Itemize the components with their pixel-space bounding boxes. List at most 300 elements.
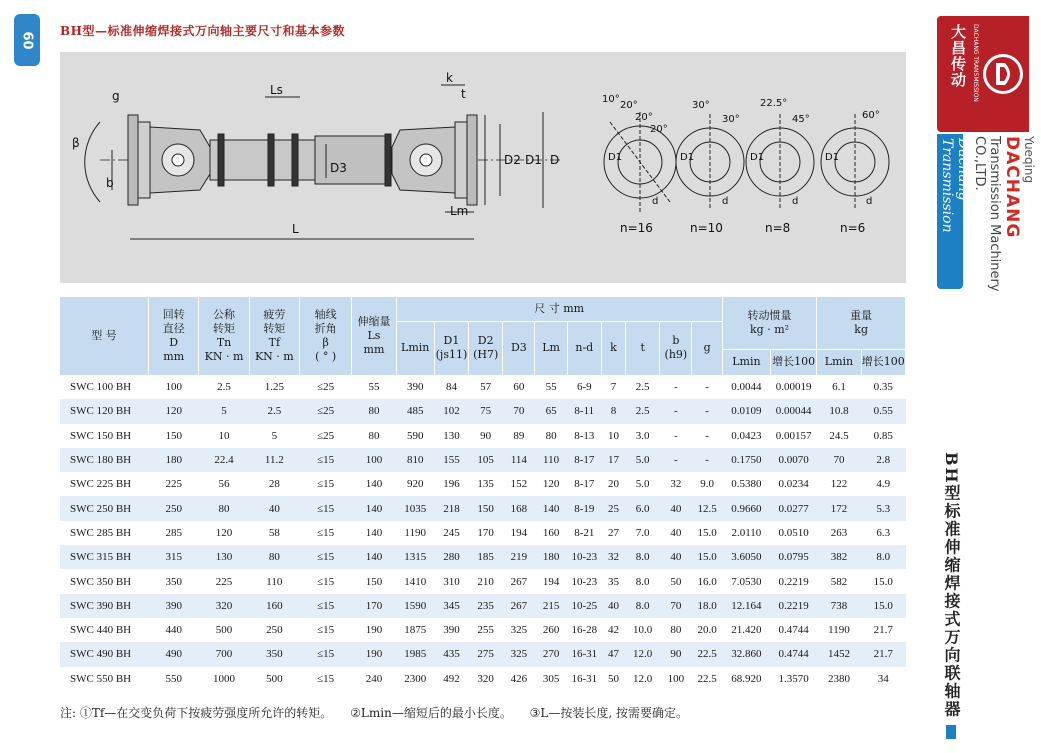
table-cell: 350 xyxy=(249,642,299,666)
th-fatigue: 疲劳 转矩 Tf KN · m xyxy=(249,297,299,375)
table-cell: 0.85 xyxy=(861,424,905,448)
table-cell: 8-17 xyxy=(567,472,601,496)
table-cell: 8.0 xyxy=(626,545,660,569)
table-cell: 21.7 xyxy=(861,618,905,642)
table-cell: 210 xyxy=(469,569,503,593)
table-cell: 170 xyxy=(352,594,396,618)
table-cell: 0.2219 xyxy=(771,594,817,618)
model-cell: SWC 100 BH xyxy=(60,375,149,399)
table-cell: 150 xyxy=(149,424,199,448)
table-cell: 0.00157 xyxy=(771,424,817,448)
table-cell: 4.9 xyxy=(861,472,905,496)
table-cell: - xyxy=(692,375,722,399)
label-d2: D2 xyxy=(504,153,521,167)
flange-n8-angle-0: 22.5° xyxy=(760,98,788,109)
table-cell: 65 xyxy=(535,399,567,423)
table-cell: 345 xyxy=(434,594,468,618)
table-cell: 235 xyxy=(469,594,503,618)
table-cell: 40 xyxy=(601,594,625,618)
label-d3: D3 xyxy=(330,161,347,175)
table-cell: 2.5 xyxy=(199,375,249,399)
table-cell: 390 xyxy=(149,594,199,618)
table-cell: 0.0510 xyxy=(771,521,817,545)
table-cell: 5 xyxy=(199,399,249,423)
model-cell: SWC 390 BH xyxy=(60,594,149,618)
model-cell: SWC 150 BH xyxy=(60,424,149,448)
table-cell: 1190 xyxy=(817,618,861,642)
table-cell: 1.25 xyxy=(249,375,299,399)
table-cell: 40 xyxy=(249,496,299,520)
table-row xyxy=(60,399,906,423)
table-cell: 47 xyxy=(601,642,625,666)
table-cell: 170 xyxy=(469,521,503,545)
flange-n8-d1: D1 xyxy=(750,152,765,163)
flange-n8-d: d xyxy=(792,196,799,207)
table-cell: ≤15 xyxy=(300,448,352,472)
model-cell: SWC 315 BH xyxy=(60,545,149,569)
table-cell: 320 xyxy=(199,594,249,618)
table-cell: 8-19 xyxy=(567,496,601,520)
flange-n10-d: d xyxy=(722,196,729,207)
table-cell: 80 xyxy=(249,545,299,569)
model-cell: SWC 440 BH xyxy=(60,618,149,642)
table-cell: 490 xyxy=(149,642,199,666)
table-cell: 160 xyxy=(249,594,299,618)
table-cell: 240 xyxy=(352,667,396,691)
table-cell: 0.0070 xyxy=(771,448,817,472)
table-cell: 310 xyxy=(434,569,468,593)
table-cell: 10.8 xyxy=(817,399,861,423)
table-cell: 190 xyxy=(352,618,396,642)
table-cell: 6.1 xyxy=(817,375,861,399)
table-cell: 7.0 xyxy=(626,521,660,545)
flange-n6-d1: D1 xyxy=(825,152,840,163)
page-title: BH型—标准伸缩焊接式万向轴主要尺寸和基本参数 xyxy=(60,24,345,38)
table-cell: 0.4744 xyxy=(771,642,817,666)
model-cell: SWC 350 BH xyxy=(60,569,149,593)
table-row xyxy=(60,424,906,448)
company-line2: CO.,LTD. xyxy=(972,136,987,191)
table-cell: 150 xyxy=(352,569,396,593)
table-cell: 140 xyxy=(352,496,396,520)
table-cell: 15.0 xyxy=(692,521,722,545)
table-cell: 5.3 xyxy=(861,496,905,520)
th-b: b (h9) xyxy=(660,321,692,375)
table-cell: 105 xyxy=(469,448,503,472)
model-cell: SWC 550 BH xyxy=(60,667,149,691)
table-cell: 15.0 xyxy=(692,545,722,569)
table-cell: 28 xyxy=(249,472,299,496)
table-cell: 130 xyxy=(199,545,249,569)
model-cell: SWC 180 BH xyxy=(60,448,149,472)
brand-logo-cn: 大昌传动 xyxy=(949,24,967,88)
th-lmin: Lmin xyxy=(396,321,434,375)
table-cell: 2.5 xyxy=(249,399,299,423)
table-cell: 89 xyxy=(503,424,535,448)
table-cell: 0.0044 xyxy=(722,375,770,399)
table-cell: 275 xyxy=(469,642,503,666)
table-cell: 1190 xyxy=(396,521,434,545)
table-row xyxy=(60,375,906,399)
table-cell: 245 xyxy=(434,521,468,545)
footnote xyxy=(60,704,702,721)
table-cell: 2.8 xyxy=(861,448,905,472)
flange-n6-angle-0: 60° xyxy=(862,110,880,121)
table-cell: 1985 xyxy=(396,642,434,666)
table-cell: 25 xyxy=(601,496,625,520)
table-cell: 9.0 xyxy=(692,472,722,496)
table-cell: 426 xyxy=(503,667,535,691)
table-cell: 75 xyxy=(469,399,503,423)
label-k: k xyxy=(446,71,453,85)
table-cell: 550 xyxy=(149,667,199,691)
table-cell: 70 xyxy=(660,594,692,618)
flange-n16-angle-1: 20° xyxy=(620,100,638,111)
table-cell: 150 xyxy=(469,496,503,520)
table-cell: 7 xyxy=(601,375,625,399)
table-row xyxy=(60,569,906,593)
table-cell: 196 xyxy=(434,472,468,496)
table-cell: 225 xyxy=(199,569,249,593)
table-cell: 0.55 xyxy=(861,399,905,423)
table-cell: 57 xyxy=(469,375,503,399)
table-cell: 285 xyxy=(149,521,199,545)
brand-logo-pinyin: DACHANG TRANSMISSION xyxy=(972,24,979,102)
table-cell: 700 xyxy=(199,642,249,666)
table-cell: 225 xyxy=(149,472,199,496)
table-cell: 120 xyxy=(199,521,249,545)
table-cell: 12.164 xyxy=(722,594,770,618)
table-cell: ≤15 xyxy=(300,642,352,666)
table-cell: 100 xyxy=(660,667,692,691)
table-cell: 263 xyxy=(817,521,861,545)
table-cell: 920 xyxy=(396,472,434,496)
table-cell: 120 xyxy=(149,399,199,423)
table-cell: 12.0 xyxy=(626,642,660,666)
table-cell: 390 xyxy=(434,618,468,642)
th-lm: Lm xyxy=(535,321,567,375)
table-cell: 21.7 xyxy=(861,642,905,666)
table-cell: 0.0277 xyxy=(771,496,817,520)
table-cell: 140 xyxy=(352,521,396,545)
flange-n10-angle-0: 30° xyxy=(692,100,710,111)
table-cell: 267 xyxy=(503,594,535,618)
side-title-text: BH型标准伸缩焊接式万向联轴器 xyxy=(942,452,961,719)
th-telescopic: 伸缩量 Ls mm xyxy=(352,297,396,375)
table-cell: 15.0 xyxy=(861,569,905,593)
table-cell: 190 xyxy=(352,642,396,666)
table-cell: 267 xyxy=(503,569,535,593)
table-cell: 7.0530 xyxy=(722,569,770,593)
table-cell: 1452 xyxy=(817,642,861,666)
flange-n16-d: d xyxy=(652,196,659,207)
table-cell: 435 xyxy=(434,642,468,666)
th-inertia-lmin: Lmin xyxy=(722,349,770,375)
table-cell: 350 xyxy=(149,569,199,593)
th-weight-lmin: Lmin xyxy=(817,349,861,375)
table-cell: 3.6050 xyxy=(722,545,770,569)
table-cell: 90 xyxy=(469,424,503,448)
table-cell: 172 xyxy=(817,496,861,520)
table-cell: 60 xyxy=(503,375,535,399)
table-cell: 22.5 xyxy=(692,667,722,691)
table-cell: 8 xyxy=(601,399,625,423)
table-cell: 6.3 xyxy=(861,521,905,545)
table-cell: 24.5 xyxy=(817,424,861,448)
table-cell: 80 xyxy=(660,618,692,642)
th-model: 型 号 xyxy=(60,297,149,375)
table-row xyxy=(60,545,906,569)
table-cell: 382 xyxy=(817,545,861,569)
table-cell: 390 xyxy=(396,375,434,399)
table-cell: 32 xyxy=(660,472,692,496)
table-cell: 80 xyxy=(199,496,249,520)
table-cell: 1590 xyxy=(396,594,434,618)
technical-drawing xyxy=(60,52,906,283)
table-cell: - xyxy=(660,399,692,423)
table-cell: 55 xyxy=(352,375,396,399)
table-cell: 0.0109 xyxy=(722,399,770,423)
table-cell: 194 xyxy=(503,521,535,545)
table-cell: 500 xyxy=(249,667,299,691)
th-torque: 公称 转矩 Tn KN · m xyxy=(199,297,249,375)
table-cell: 5 xyxy=(249,424,299,448)
company-name-block xyxy=(972,136,1036,292)
table-row xyxy=(60,642,906,666)
label-l: L xyxy=(292,222,299,236)
table-cell: 122 xyxy=(817,472,861,496)
table-cell: 738 xyxy=(817,594,861,618)
table-row xyxy=(60,667,906,691)
table-cell: 12.0 xyxy=(626,667,660,691)
table-cell: 2.5 xyxy=(626,399,660,423)
footnote-3: ③L—按装长度, 按需要确定。 xyxy=(529,706,689,720)
table-cell: 0.0795 xyxy=(771,545,817,569)
table-cell: 160 xyxy=(535,521,567,545)
table-cell: 500 xyxy=(199,618,249,642)
table-cell: 16-28 xyxy=(567,618,601,642)
table-cell: 0.0423 xyxy=(722,424,770,448)
table-cell: 100 xyxy=(149,375,199,399)
spec-table-body xyxy=(60,375,906,691)
table-cell: - xyxy=(660,375,692,399)
table-cell: 8-17 xyxy=(567,448,601,472)
model-cell: SWC 250 BH xyxy=(60,496,149,520)
page-number-tab xyxy=(14,14,40,66)
table-cell: 1000 xyxy=(199,667,249,691)
table-cell: 40 xyxy=(660,521,692,545)
label-d: D xyxy=(550,153,560,167)
model-cell: SWC 120 BH xyxy=(60,399,149,423)
table-cell: 250 xyxy=(149,496,199,520)
table-cell: 120 xyxy=(535,472,567,496)
table-cell: ≤15 xyxy=(300,521,352,545)
flange-n16-d1: D1 xyxy=(608,152,623,163)
table-cell: 10-23 xyxy=(567,545,601,569)
table-cell: 260 xyxy=(535,618,567,642)
table-cell: 110 xyxy=(249,569,299,593)
label-g: g xyxy=(112,89,120,103)
flange-n16-angle-3: 20° xyxy=(650,124,668,135)
flange-n10-d1: D1 xyxy=(680,152,695,163)
table-cell: ≤15 xyxy=(300,545,352,569)
table-cell: 2.0110 xyxy=(722,521,770,545)
table-cell: 22.4 xyxy=(199,448,249,472)
table-cell: 270 xyxy=(535,642,567,666)
company-line1: Transmission Machinery xyxy=(987,136,1002,292)
model-cell: SWC 225 BH xyxy=(60,472,149,496)
th-d3: D3 xyxy=(503,321,535,375)
table-cell: 5.0 xyxy=(626,448,660,472)
flange-n6-d: d xyxy=(866,196,873,207)
footnote-2: ②Lmin—缩短后的最小长度。 xyxy=(350,706,512,720)
label-t: t xyxy=(461,87,466,101)
th-t: t xyxy=(626,321,660,375)
table-cell: 114 xyxy=(503,448,535,472)
table-cell: 168 xyxy=(503,496,535,520)
table-cell: 305 xyxy=(535,667,567,691)
table-cell: 0.9660 xyxy=(722,496,770,520)
table-cell: 1315 xyxy=(396,545,434,569)
table-cell: 590 xyxy=(396,424,434,448)
table-cell: 16.0 xyxy=(692,569,722,593)
table-cell: 18.0 xyxy=(692,594,722,618)
table-row xyxy=(60,618,906,642)
table-cell: - xyxy=(692,424,722,448)
side-title-bar xyxy=(946,725,956,739)
label-beta: β xyxy=(72,136,80,150)
table-cell: 140 xyxy=(535,496,567,520)
flange-n16-angle-2: 20° xyxy=(635,112,653,123)
th-inertia: 转动惯量 kg · m² xyxy=(722,297,817,349)
table-cell: 6.0 xyxy=(626,496,660,520)
company-brand: DACHANG xyxy=(1002,136,1022,239)
brand-logo-panel xyxy=(937,16,1029,132)
table-cell: 8-21 xyxy=(567,521,601,545)
table-cell: 34 xyxy=(861,667,905,691)
table-cell: ≤15 xyxy=(300,472,352,496)
table-cell: 218 xyxy=(434,496,468,520)
table-cell: 810 xyxy=(396,448,434,472)
table-cell: 1035 xyxy=(396,496,434,520)
table-cell: 17 xyxy=(601,448,625,472)
table-cell: 492 xyxy=(434,667,468,691)
table-cell: 0.00019 xyxy=(771,375,817,399)
flange-n16-label: n=16 xyxy=(620,221,653,235)
table-cell: 215 xyxy=(535,594,567,618)
table-cell: 5.0 xyxy=(626,472,660,496)
table-cell: 1.3570 xyxy=(771,667,817,691)
table-row xyxy=(60,594,906,618)
th-nd: n-d xyxy=(567,321,601,375)
table-cell: ≤15 xyxy=(300,667,352,691)
table-cell: 10 xyxy=(199,424,249,448)
table-cell: 22.5 xyxy=(692,642,722,666)
table-cell: 110 xyxy=(535,448,567,472)
table-cell: 15.0 xyxy=(861,594,905,618)
table-cell: 80 xyxy=(352,424,396,448)
table-cell: 140 xyxy=(352,472,396,496)
footnote-1: 注: ①Tf—在交变负荷下按疲劳强度所允许的转矩。 xyxy=(60,706,333,720)
table-cell: 50 xyxy=(601,667,625,691)
table-cell: 40 xyxy=(660,545,692,569)
table-cell: 152 xyxy=(503,472,535,496)
model-cell: SWC 490 BH xyxy=(60,642,149,666)
model-cell: SWC 285 BH xyxy=(60,521,149,545)
company-city: Yueqing xyxy=(1022,136,1036,184)
table-cell: 10 xyxy=(601,424,625,448)
table-cell: 8.0 xyxy=(626,569,660,593)
table-cell: 8.0 xyxy=(861,545,905,569)
table-cell: 280 xyxy=(434,545,468,569)
table-cell: 8.0 xyxy=(626,594,660,618)
table-cell: 2.5 xyxy=(626,375,660,399)
label-lm: Lm xyxy=(450,204,469,218)
table-cell: 21.420 xyxy=(722,618,770,642)
th-weight: 重量 kg xyxy=(817,297,906,349)
table-cell: ≤15 xyxy=(300,496,352,520)
spec-table xyxy=(60,297,906,691)
table-cell: - xyxy=(660,448,692,472)
table-cell: 42 xyxy=(601,618,625,642)
table-cell: 194 xyxy=(535,569,567,593)
table-cell: 0.4744 xyxy=(771,618,817,642)
table-cell: ≤15 xyxy=(300,569,352,593)
table-cell: 185 xyxy=(469,545,503,569)
table-cell: 180 xyxy=(149,448,199,472)
table-cell: 56 xyxy=(199,472,249,496)
table-cell: 250 xyxy=(249,618,299,642)
table-cell: 40 xyxy=(660,496,692,520)
table-cell: 140 xyxy=(352,545,396,569)
table-cell: 2300 xyxy=(396,667,434,691)
th-d2: D2 (H7) xyxy=(469,321,503,375)
table-row xyxy=(60,448,906,472)
table-cell: 1410 xyxy=(396,569,434,593)
table-cell: 11.2 xyxy=(249,448,299,472)
table-cell: 10-25 xyxy=(567,594,601,618)
table-cell: 1875 xyxy=(396,618,434,642)
table-cell: - xyxy=(660,424,692,448)
table-cell: 0.0234 xyxy=(771,472,817,496)
label-b: b xyxy=(106,176,114,190)
table-cell: 219 xyxy=(503,545,535,569)
table-cell: 320 xyxy=(469,667,503,691)
table-cell: 440 xyxy=(149,618,199,642)
table-cell: 10-23 xyxy=(567,569,601,593)
page-number: 60 xyxy=(19,30,35,50)
table-cell: 16-31 xyxy=(567,667,601,691)
table-cell: 68.920 xyxy=(722,667,770,691)
flange-n8-label: n=8 xyxy=(765,221,791,235)
th-size: 尺 寸 mm xyxy=(396,297,722,321)
th-k: k xyxy=(601,321,625,375)
table-cell: 2380 xyxy=(817,667,861,691)
th-inertia-inc: 增长100 xyxy=(771,349,817,375)
table-cell: 50 xyxy=(660,569,692,593)
table-cell: 315 xyxy=(149,545,199,569)
table-cell: 8-11 xyxy=(567,399,601,423)
table-cell: 255 xyxy=(469,618,503,642)
label-d1: D1 xyxy=(525,153,542,167)
table-cell: ≤25 xyxy=(300,375,352,399)
table-cell: 3.0 xyxy=(626,424,660,448)
table-cell: 32.860 xyxy=(722,642,770,666)
flange-n8-angle-1: 45° xyxy=(792,114,810,125)
flange-n10-label: n=10 xyxy=(690,221,723,235)
label-ls: Ls xyxy=(270,83,283,97)
brand-tab xyxy=(937,134,971,289)
